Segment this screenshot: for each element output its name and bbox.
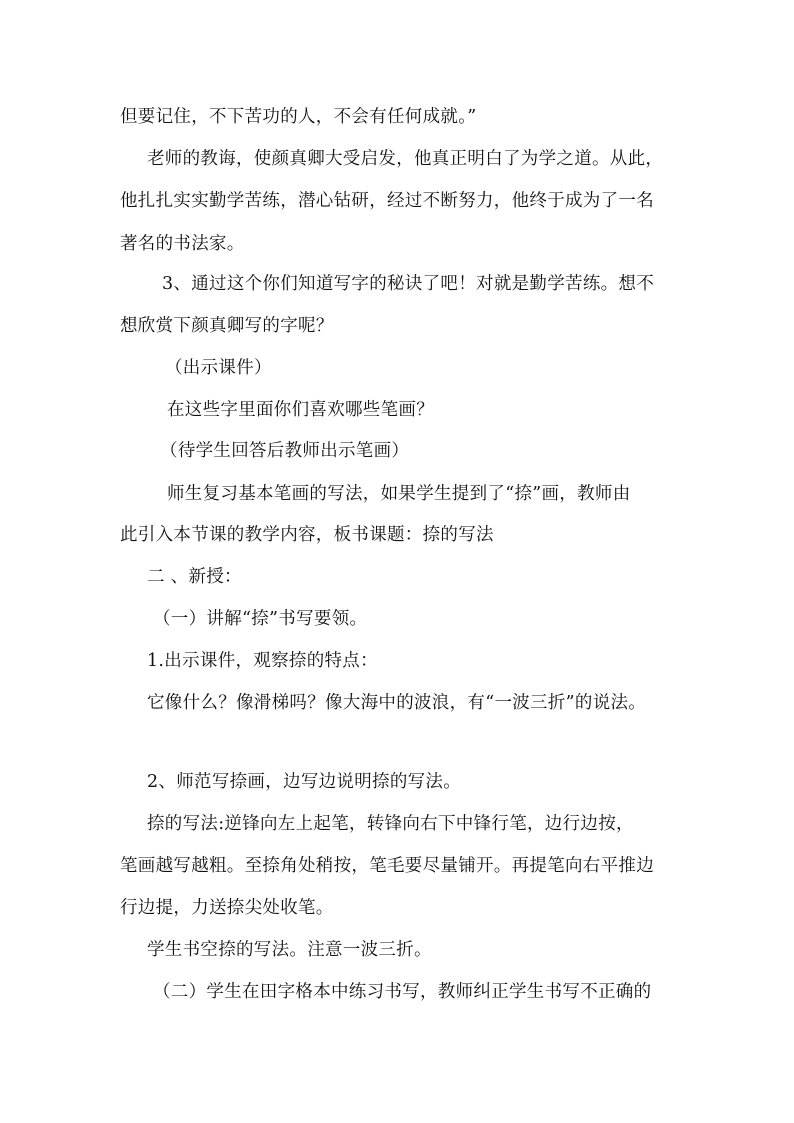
text-line: 此引入本节课的教学内容，板书课题：捺的写法 <box>120 525 494 545</box>
text-line: 他扎扎实实勤学苦练，潜心钻研，经过不断努力，他终于成为了一名 <box>120 191 654 211</box>
text-line: 1.出示课件，观察捺的特点： <box>147 651 378 671</box>
text-line: 3、通过这个你们知道写字的秘诀了吧！对就是勤学苦练。想不 <box>162 274 655 294</box>
text-line: 学生书空捺的写法。注意一波三折。 <box>147 940 432 960</box>
text-line: 老师的教诲，使颜真卿大受启发，他真正明白了为学之道。从此， <box>147 149 664 169</box>
text-line: 捺的写法:逆锋向左上起笔，转锋向右下中锋行笔，边行边按， <box>147 814 634 834</box>
text-line: 但要记住，不下苦功的人，不会有任何成就。” <box>120 107 477 127</box>
text-line: 2、师范写捺画，边写边说明捺的写法。 <box>147 772 462 792</box>
text-line: （一）讲解“捺”书写要领。 <box>153 609 368 629</box>
text-line: 师生复习基本笔画的写法，如果学生提到了“捺”画，教师由 <box>167 484 631 504</box>
text-line: （二）学生在田字格本中练习书写，教师纠正学生书写不正确的 <box>153 982 652 1002</box>
text-line: 在这些字里面你们喜欢哪些笔画？ <box>167 400 434 420</box>
text-line: 想欣赏下颜真卿写的字呢？ <box>120 316 334 336</box>
text-line: 它像什么？像滑梯吗？像大海中的波浪，有“一波三折”的说法。 <box>147 693 647 713</box>
section-heading: 二 、新授： <box>147 567 242 587</box>
text-line: 笔画越写越粗。至捺角处稍按，笔毛要尽量铺开。再提笔向右平推边 <box>120 856 654 876</box>
text-line: 著名的书法家。 <box>120 234 245 254</box>
text-line: 行边提，力送捺尖处收笔。 <box>120 898 334 918</box>
text-line: （出示课件） <box>165 358 272 378</box>
text-line: （待学生回答后教师出示笔画） <box>160 441 410 461</box>
